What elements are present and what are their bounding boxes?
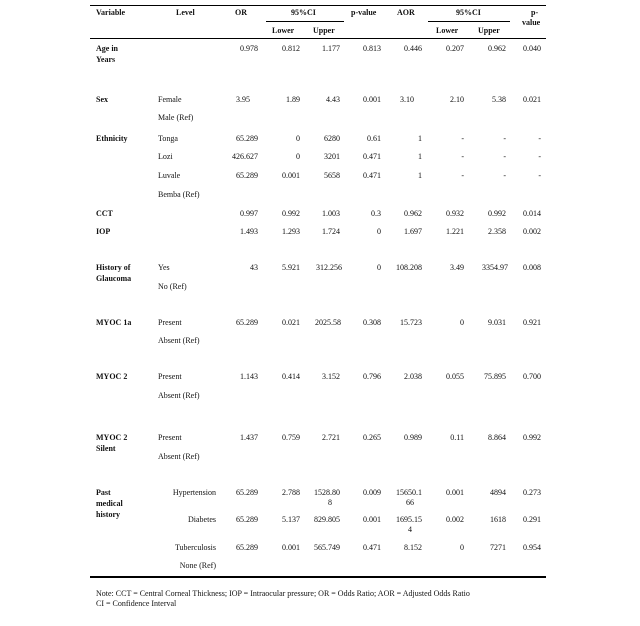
aor-value: 15650.1 xyxy=(396,488,422,497)
lower2-value: 3.49 xyxy=(450,263,464,272)
variable-label: Sex xyxy=(96,95,108,104)
level-label: Hypertension xyxy=(172,488,216,497)
ci2-underline xyxy=(428,21,510,22)
lower-value: 5.921 xyxy=(282,263,300,272)
level-label: Tuberculosis xyxy=(174,543,216,552)
aor-value: 0.989 xyxy=(404,433,422,442)
level-label: Present xyxy=(158,318,182,327)
level-label: Female xyxy=(158,95,182,104)
upper2-value: 0.962 xyxy=(488,44,506,53)
upper2-value: 0.992 xyxy=(488,209,506,218)
header-aor: AOR xyxy=(397,8,415,17)
lower2-value: 0.11 xyxy=(450,433,464,442)
p-value: 0.009 xyxy=(363,488,381,497)
p2-value: 0.014 xyxy=(523,209,541,218)
or-value: 65.289 xyxy=(236,488,258,497)
variable-label: MYOC 2 xyxy=(96,433,128,442)
lower2-value: 1.221 xyxy=(446,227,464,236)
lower2-value: 0 xyxy=(460,318,464,327)
p2-value: - xyxy=(538,134,541,143)
or-value: 65.289 xyxy=(236,134,258,143)
p2-value: 0.273 xyxy=(523,488,541,497)
p-value: 0.471 xyxy=(363,543,381,552)
or-value: 43 xyxy=(250,263,258,272)
p2-value: 0.954 xyxy=(523,543,541,552)
ci1-underline xyxy=(266,21,344,22)
upper2-value: 4894 xyxy=(490,488,506,497)
variable-label-line2: Glaucoma xyxy=(96,274,132,283)
header-ci1: 95%CI xyxy=(291,8,316,17)
aor-value: 1 xyxy=(418,134,422,143)
header-upper2: Upper xyxy=(478,26,500,35)
aor-value: 0.962 xyxy=(404,209,422,218)
reference-label: Absent (Ref) xyxy=(158,452,200,461)
lower2-value: - xyxy=(461,171,464,180)
upper-value: 5658 xyxy=(324,171,340,180)
header-pvalue2-line1: p- xyxy=(531,8,539,17)
or-value: 0.978 xyxy=(240,44,258,53)
upper2-value: 1618 xyxy=(490,515,506,524)
p-value: 0.001 xyxy=(363,95,381,104)
upper2-value: 9.031 xyxy=(488,318,506,327)
p2-value: 0.992 xyxy=(523,433,541,442)
upper-value-line2: 8 xyxy=(328,498,332,507)
aor-value: 1.697 xyxy=(404,227,422,236)
upper-value: 3.152 xyxy=(322,372,340,381)
aor-value-line2: 4 xyxy=(408,525,412,534)
variable-label: History of xyxy=(96,263,131,272)
or-value: 1.143 xyxy=(240,372,258,381)
p-value: 0.471 xyxy=(363,152,381,161)
or-value: 1.437 xyxy=(240,433,258,442)
p2-value: - xyxy=(538,152,541,161)
variable-label-line2: Years xyxy=(96,55,116,64)
lower-value: 0 xyxy=(296,134,300,143)
aor-value: 1 xyxy=(418,152,422,161)
top-rule xyxy=(90,5,546,6)
aor-value: 1695.15 xyxy=(396,515,422,524)
upper-value: 1.003 xyxy=(322,209,340,218)
header-ci2: 95%CI xyxy=(456,8,481,17)
upper-value: 2.721 xyxy=(322,433,340,442)
lower-value: 0.992 xyxy=(282,209,300,218)
header-or: OR xyxy=(235,8,247,17)
variable-label-line2: Silent xyxy=(96,444,116,453)
variable-label: MYOC 1a xyxy=(96,318,132,327)
lower2-value: - xyxy=(461,152,464,161)
upper-value: 4.43 xyxy=(326,95,340,104)
upper-value: 312.256 xyxy=(316,263,342,272)
aor-value: 8.152 xyxy=(404,543,422,552)
p-value: 0 xyxy=(377,227,381,236)
reference-label: Bemba (Ref) xyxy=(158,190,200,199)
p-value: 0 xyxy=(377,263,381,272)
variable-label: Ethnicity xyxy=(96,134,128,143)
level-label: Yes xyxy=(158,263,170,272)
aor-value: 1 xyxy=(418,171,422,180)
level-label: Luvale xyxy=(158,171,181,180)
level-label: Tonga xyxy=(158,134,178,143)
variable-label-line3: history xyxy=(96,510,120,519)
header-level: Level xyxy=(176,8,195,17)
lower2-value: 0.002 xyxy=(446,515,464,524)
lower-value: 0.001 xyxy=(282,543,300,552)
lower2-value: 0.932 xyxy=(446,209,464,218)
or-value: 65.289 xyxy=(236,318,258,327)
p-value: 0.308 xyxy=(363,318,381,327)
p2-value: 0.002 xyxy=(523,227,541,236)
variable-label-line2: medical xyxy=(96,499,123,508)
p2-value: 0.040 xyxy=(523,44,541,53)
reference-label: None (Ref) xyxy=(179,561,216,570)
upper-value: 1.177 xyxy=(322,44,340,53)
lower-value: 2.788 xyxy=(282,488,300,497)
bottom-rule xyxy=(90,576,546,578)
aor-value: 15.723 xyxy=(400,318,422,327)
lower-value: 0.812 xyxy=(282,44,300,53)
upper-value: 1528.80 xyxy=(314,488,340,497)
p2-value: - xyxy=(538,171,541,180)
aor-value-line2: 66 xyxy=(406,498,414,507)
level-label: Lozi xyxy=(158,152,173,161)
or-value: 65.289 xyxy=(236,515,258,524)
p-value: 0.3 xyxy=(371,209,381,218)
header-pvalue: p-value xyxy=(351,8,377,17)
lower2-value: 0.001 xyxy=(446,488,464,497)
p2-value: 0.921 xyxy=(523,318,541,327)
lower-value: 1.293 xyxy=(282,227,300,236)
or-value: 426.627 xyxy=(232,152,258,161)
upper-value: 1.724 xyxy=(322,227,340,236)
upper-value: 2025.58 xyxy=(315,318,341,327)
upper-value: 6280 xyxy=(324,134,340,143)
aor-value: 3.10 xyxy=(400,95,414,104)
upper-value: 565.749 xyxy=(314,543,340,552)
note-line1: Note: CCT = Central Corneal Thickness; IOP = Intraocular pressure; OR = Odds Ratio; AOR = Adjusted Odds Ratio xyxy=(96,589,470,598)
lower2-value: 2.10 xyxy=(450,95,464,104)
p-value: 0.471 xyxy=(363,171,381,180)
upper-value: 3201 xyxy=(324,152,340,161)
variable-label: IOP xyxy=(96,227,111,236)
lower2-value: 0.055 xyxy=(446,372,464,381)
lower-value: 1.89 xyxy=(286,95,300,104)
header-rule xyxy=(90,38,546,39)
reference-label: No (Ref) xyxy=(158,282,187,291)
upper2-value: 8.864 xyxy=(488,433,506,442)
header-pvalue2-line2: value xyxy=(522,18,541,27)
header-upper1: Upper xyxy=(313,26,335,35)
aor-value: 108.208 xyxy=(396,263,422,272)
lower-value: 0 xyxy=(296,152,300,161)
level-label: Present xyxy=(158,433,182,442)
upper2-value: 7271 xyxy=(490,543,506,552)
p2-value: 0.008 xyxy=(523,263,541,272)
p-value: 0.813 xyxy=(363,44,381,53)
lower-value: 0.021 xyxy=(282,318,300,327)
or-value: 65.289 xyxy=(236,171,258,180)
aor-value: 0.446 xyxy=(404,44,422,53)
level-label: Diabetes xyxy=(188,515,216,524)
variable-label: MYOC 2 xyxy=(96,372,128,381)
variable-label: Past xyxy=(96,488,111,497)
p2-value: 0.291 xyxy=(523,515,541,524)
lower2-value: 0 xyxy=(460,543,464,552)
header-lower1: Lower xyxy=(272,26,295,35)
lower-value: 5.137 xyxy=(282,515,300,524)
header-lower2: Lower xyxy=(436,26,459,35)
lower2-value: 0.207 xyxy=(446,44,464,53)
or-value: 3.95 xyxy=(236,95,250,104)
or-value: 1.493 xyxy=(240,227,258,236)
upper-value: 829.805 xyxy=(314,515,340,524)
upper2-value: 3354.97 xyxy=(482,263,508,272)
header-variable: Variable xyxy=(96,8,126,17)
reference-label: Absent (Ref) xyxy=(158,336,200,345)
variable-label: CCT xyxy=(96,209,113,218)
p-value: 0.265 xyxy=(363,433,381,442)
lower-value: 0.414 xyxy=(282,372,300,381)
upper2-value: 2.358 xyxy=(488,227,506,236)
reference-label: Male (Ref) xyxy=(158,113,194,122)
p-value: 0.001 xyxy=(363,515,381,524)
or-value: 65.289 xyxy=(236,543,258,552)
upper2-value: 75.895 xyxy=(484,372,506,381)
upper2-value: - xyxy=(503,152,506,161)
p-value: 0.796 xyxy=(363,372,381,381)
level-label: Present xyxy=(158,372,182,381)
upper2-value: - xyxy=(503,171,506,180)
lower-value: 0.759 xyxy=(282,433,300,442)
p2-value: 0.700 xyxy=(523,372,541,381)
p2-value: 0.021 xyxy=(523,95,541,104)
upper2-value: - xyxy=(503,134,506,143)
lower-value: 0.001 xyxy=(282,171,300,180)
aor-value: 2.038 xyxy=(404,372,422,381)
variable-label: Age in xyxy=(96,44,118,53)
upper2-value: 5.38 xyxy=(492,95,506,104)
p-value: 0.61 xyxy=(367,134,381,143)
reference-label: Absent (Ref) xyxy=(158,391,200,400)
note-line2: CI = Confidence Interval xyxy=(96,599,177,608)
lower2-value: - xyxy=(461,134,464,143)
or-value: 0.997 xyxy=(240,209,258,218)
